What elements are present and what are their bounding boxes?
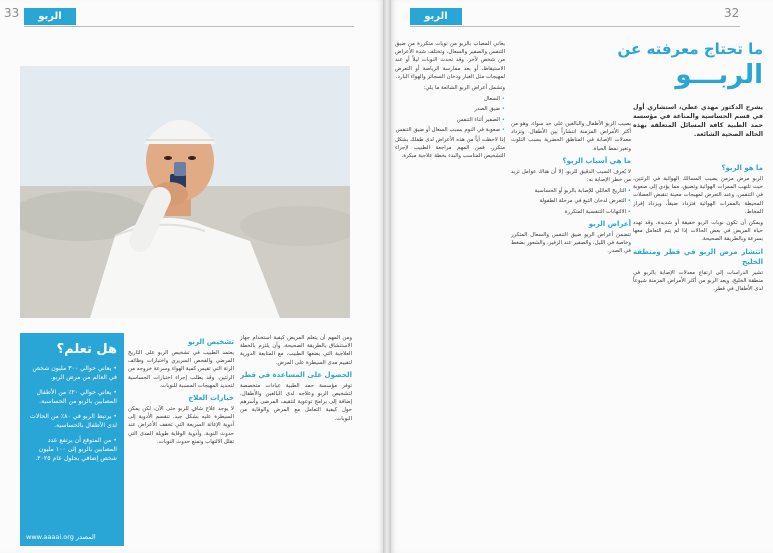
help-in-qatar-subheading: الحصول على المساعدة في قطر <box>240 370 352 379</box>
photo-illustration <box>20 66 350 318</box>
book-gutter <box>383 0 391 553</box>
did-you-know-item: • يعاني حوالي ٣٠٠ مليون شخص في العالم من مرض الربو. <box>27 364 117 382</box>
article-title-line2: الربـــو <box>675 60 763 90</box>
left-page <box>0 0 385 553</box>
causes-bullets <box>511 187 631 216</box>
symptom-item: • الصفير أثناء التنفس <box>395 116 505 124</box>
symptoms-list-intro: وتشمل أعراض الربو الشائعة ما يلي: <box>423 85 505 92</box>
diagnosis-subheading: تشخيص الربو <box>187 338 234 346</box>
boy-using-inhaler-photo <box>20 66 350 318</box>
left-page-column-middle-bottom <box>128 334 234 548</box>
right-page-column-middle <box>511 120 631 546</box>
right-page-column-far-left <box>395 40 505 546</box>
gulf-prevalence-subheading: انتشار مرض الربو في قطر ومنطقة الخليج <box>633 247 763 266</box>
right-page <box>389 0 773 553</box>
right-page-number: 32 <box>724 6 740 20</box>
left-header-rule <box>24 26 354 27</box>
symptoms-bullets <box>395 95 505 134</box>
help-in-qatar-text: توفر مؤسسة حمد الطبية عيادات متخصصة لتشخيص الربو وعلاجه لدى البالغين والأطفال، إضافة إلى برامج توعوية لتثقيف المرضى وأسرهم حول كيفية التعامل مع المرض والوقاية من النوبات. <box>240 382 352 422</box>
gulf-prevalence-text: تشير الدراسات إلى ارتفاع معدلات الإصابة بالربو في منطقة الخليج، ويعد الربو من أكثر الأمراض المزمنة شيوعاً لدى الأطفال في قطر. <box>633 269 763 293</box>
treatment-subheading: خيارات العلاج <box>188 394 234 403</box>
symptom-item: • صعوبة في النوم بسبب السعال أو ضيق التنفس <box>395 126 505 134</box>
did-you-know-item: • يرتبط الربو في ٨٠٪ من الحالات لدى الأطفال بالحساسية. <box>27 412 117 430</box>
what-is-asthma-text: الربو مرض مزمن يصيب المسالك الهوائية في الرئتين، حيث تلتهب الممرات الهوائية وتضيق، مما يؤدي إلى صعوبة في التنفس. وعند التعرض لمهيجات معينة تنقبض العضلات المحيطة بالممرات الهوائية فتزداد ضيقاً، ويزداد إفراز المخاط. <box>633 176 763 215</box>
did-you-know-item: • من المتوقع أن يرتفع عدد المصابين بالربو إلى ١٠٠ مليون شخص إضافي بحلول عام ٢٠٢٥. <box>27 436 117 463</box>
symptoms-text: تتضمن أعراض الربو ضيق التنفس والسعال المتكرر وخاصة في الليل، والصفير عند الزفير، والشعور بضغط في الصدر. <box>511 231 631 255</box>
left-page-column-right-bottom <box>240 334 352 548</box>
prevalence-text: يصيب الربو الأطفال والبالغين على حد سواء، وهو من أكثر الأمراض المزمنة انتشاراً بين الأطفال. وتزداد معدلات الإصابة في المناطق الحضرية بسبب التلوث وتغير نمط الحياة. <box>511 121 631 152</box>
cause-item: • التاريخ العائلي للإصابة بالربو أو الحساسية <box>511 187 631 195</box>
right-page-column-right <box>633 160 763 546</box>
left-page-number: 33 <box>4 6 20 20</box>
cause-item: • الالتهابات التنفسية المتكررة <box>511 208 631 216</box>
symptom-item: • السعال <box>395 95 505 103</box>
article-intro: يشرح الدكتور مهدي عطي، استشاري أول في قسم الحساسية والمناعة في مؤسسة حمد الطبية كافة المسائل المتعلقة بهذه الحالة الصحية الشائعة. <box>633 104 763 138</box>
cause-item: • التعرض لدخان التبغ في مرحلة الطفولة <box>511 197 631 205</box>
source-url: www.aaaai.org المصدر <box>26 533 96 541</box>
symptoms-closing: إذا لاحظت أياً من هذه الأعراض لدى طفلك بشكل متكرر، فمن المهم مراجعة الطبيب لإجراء التشخيص المناسب والبدء بخطة علاجية مبكرة. <box>395 137 505 160</box>
symptom-item: • ضيق الصدر <box>395 105 505 113</box>
symptoms-intro: يعاني المصاب بالربو من نوبات متكررة من ضيق التنفس والصفير والسعال، وتختلف شدة الأعراض من شخص لآخر. وقد تحدث النوبات ليلاً أو عند الاستيقاظ، أو بعد ممارسة الرياضة أو التعرض لمهيجات مثل الغبار ودخان السجائر والهواء البارد. <box>395 41 505 80</box>
causes-text: لا يُعرف السبب الدقيق للربو، إلا أن هناك عوامل تزيد من خطر الإصابة به: <box>511 168 631 184</box>
symptoms-subheading: أعراض الربو <box>588 219 631 228</box>
right-header-rule <box>410 26 740 27</box>
attacks-text: ويمكن أن تكون نوبات الربو خفيفة أو شديدة، وقد تهدد حياة المريض في بعض الحالات إذا لم يتم التعامل معها بسرعة وبالطريقة الصحيحة. <box>633 220 763 243</box>
what-is-asthma-subheading: ما هو الربو؟ <box>721 164 763 172</box>
causes-subheading: ما هي أسباب الربو؟ <box>562 156 631 165</box>
diagnosis-text: يعتمد الطبيب في تشخيص الربو على التاريخ المرضي والفحص السريري واختبارات وظائف الرئة التي تقيس كمية الهواء وسرعة خروجه من الرئتين. وقد يطلب إجراء اختبارات الحساسية لتحديد المهيجات المسببة للنوبات. <box>128 350 234 389</box>
did-you-know-list <box>27 364 117 463</box>
did-you-know-item: • يعاني حوالي ٢٠٪ من الأطفال المصابين بالربو من الحساسية. <box>27 388 117 406</box>
inhaler-usage-text: ومن المهم أن يتعلم المريض كيفية استخدام جهاز الاستنشاق بالطريقة الصحيحة، وأن يلتزم بالخطة العلاجية التي يضعها الطبيب، مع المتابعة الدورية لتقييم مدى السيطرة على المرض. <box>240 335 352 366</box>
left-section-tab: الربو <box>24 8 76 25</box>
did-you-know-title: هل تعلم؟ <box>56 342 117 357</box>
right-section-tab: الربو <box>410 8 462 25</box>
article-title-line1: ما تحتاج معرفته عن <box>617 40 763 58</box>
treatment-text: لا يوجد علاج شافٍ للربو حتى الآن، لكن يمكن السيطرة عليه بشكل جيد. تنقسم الأدوية إلى أدوية الإغاثة السريعة التي تخفف الأعراض عند حدوث النوبة، وأدوية الوقاية طويلة المدى التي تقلل الالتهاب وتمنع حدوث النوبات. <box>128 406 234 445</box>
did-you-know-box <box>20 333 124 546</box>
